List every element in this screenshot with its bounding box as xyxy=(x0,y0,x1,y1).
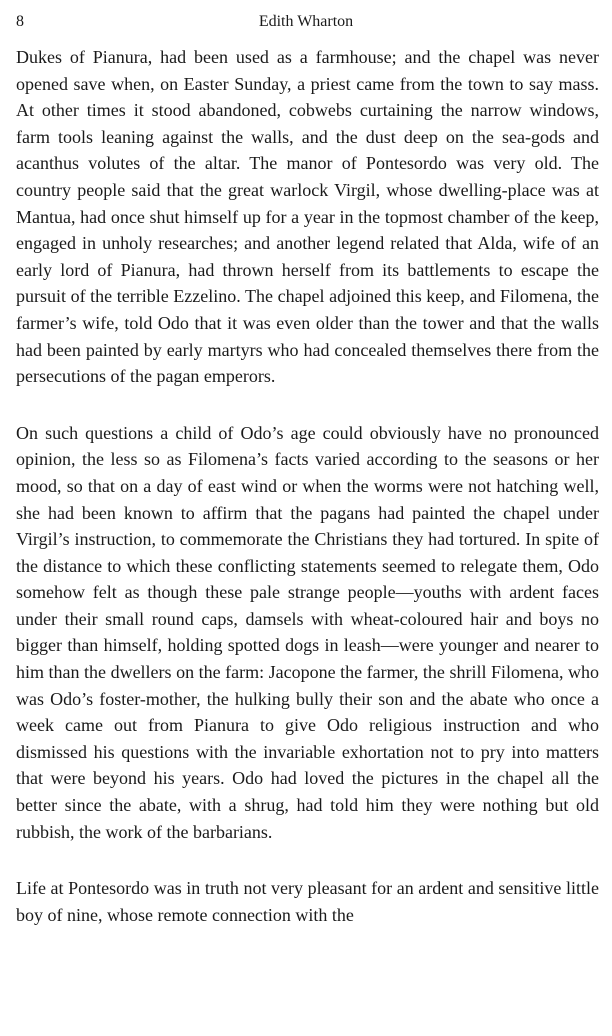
paragraph-2: On such questions a child of Odo’s age could obviously have no pronounced opinion, the less so as Filomena’s facts varied according to the seasons or her mood, so that on a day of east wind or when the worms were not hatching well, she had been known to affirm that the pagans had painted the chapel under Virgil’s instruction, to commemorate the Christians they had tortured. In spite of the distance to which these conflicting statements seemed to relegate them, Odo somehow felt as though these pale strange people—youths with ardent faces under their small round caps, damsels with wheat-coloured hair and boys no bigger than himself, holding spotted dogs in leash—were younger and nearer to him than the dwellers on the farm: Jacopone the farmer, the shrill Filomena, who was Odo’s foster-mother, the hulking bully their son and the abate who once a week came out from Pianura to give Odo religious instruction and who dismissed his questions with the invariable exhortation not to pry into matters that were beyond his years. Odo had loved the pictures in the chapel all the better since the abate, with a shrug, had told him they were nothing but old rubbish, the work of the barbarians. xyxy=(16,422,599,842)
page-number: 8 xyxy=(16,13,24,30)
paragraph-3: Life at Pontesordo was in truth not very pleasant for an ardent and sensitive little boy of nine, whose remote connection with the xyxy=(16,878,599,925)
running-head: Edith Wharton xyxy=(258,13,354,30)
page-header xyxy=(16,10,596,34)
paragraph-1: Dukes of Pianura, had been used as a farmhouse; and the chapel was never opened save when, on Easter Sunday, a priest came from the town to say mass. At other times it stood abandoned, cobwebs curtaining the narrow windows, farm tools leaning against the walls, and the dust deep on the sea-gods and acanthus volutes of the altar. The manor of Pontesordo was very old. The country people said that the great warlock Virgil, whose dwelling-place was at Mantua, had once shut himself up for a year in the topmost chamber of the keep, engaged in unholy researches; and another legend related that Alda, wife of an early lord of Pianura, had thrown herself from its battlements to escape the pursuit of the terrible Ezzelino. The chapel adjoined this keep, and Filomena, the farmer’s wife, told Odo that it was even older than the tower and that the walls had been painted by early martyrs who had concealed themselves there from the persecutions of the pagan emperors. xyxy=(16,47,599,387)
body-text xyxy=(16,44,599,928)
